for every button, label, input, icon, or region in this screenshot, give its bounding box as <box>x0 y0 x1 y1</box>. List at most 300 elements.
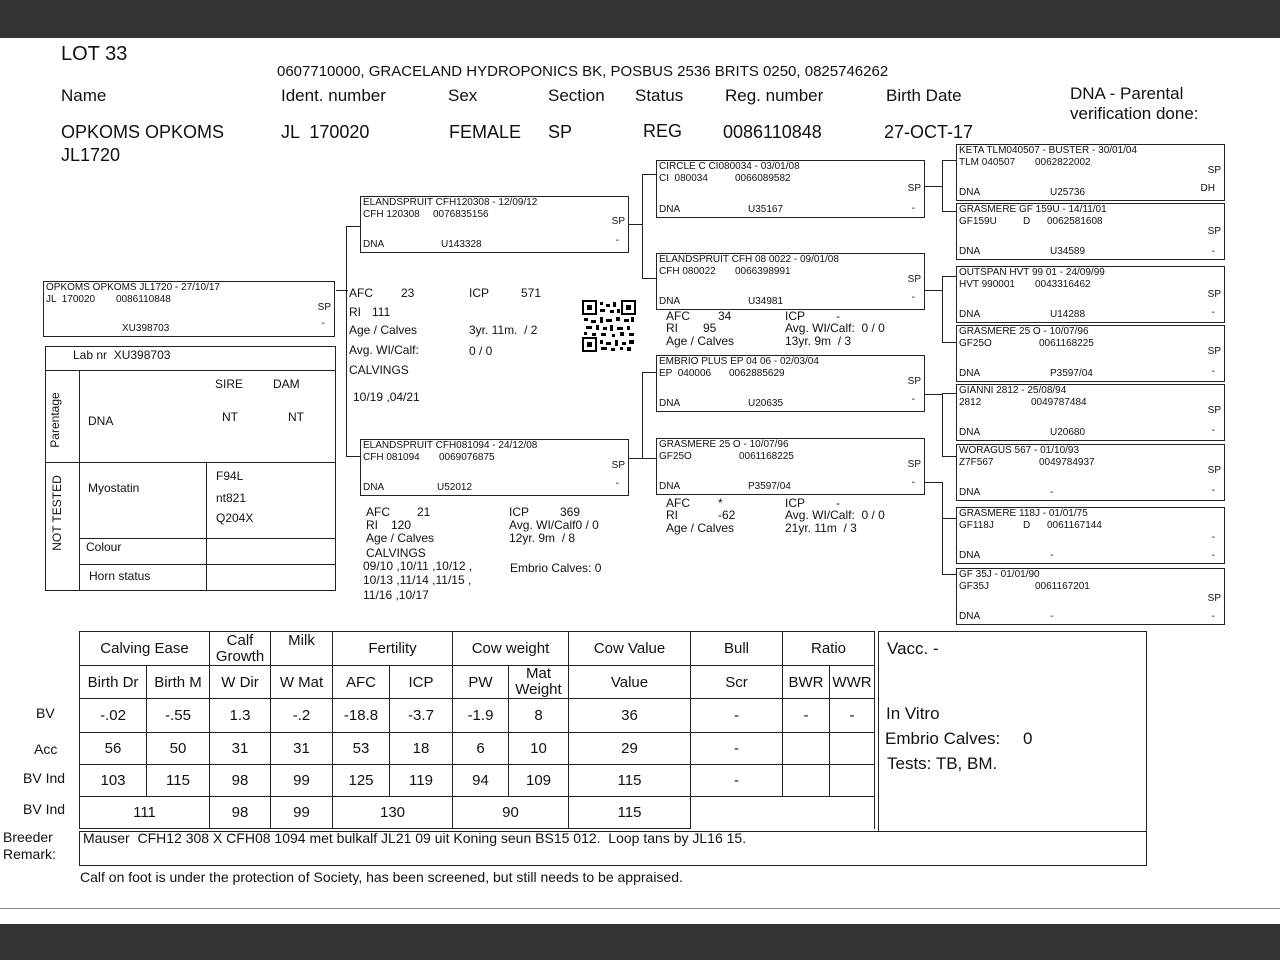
g8-dash: - <box>1211 611 1215 622</box>
sd-age-value: 13yr. 9m / 3 <box>785 334 852 348</box>
g2-title: GRASMERE GF 159U - 14/11/01 <box>959 204 1107 215</box>
remark-label-2: Remark: <box>3 846 56 862</box>
g8-dna-label: DNA <box>959 611 981 622</box>
ped-line <box>346 226 347 457</box>
not-tested-label: NOT TESTED <box>50 475 64 551</box>
g5-sp: SP <box>1207 405 1221 416</box>
ss-dna-code: U35167 <box>748 204 784 215</box>
bvind2-row <box>80 797 875 829</box>
sire-dna-code: U143328 <box>441 239 482 250</box>
acc-cell <box>783 733 830 765</box>
acc-cell: 31 <box>210 733 271 765</box>
g7-title: GRASMERE 118J - 01/01/75 <box>959 508 1088 519</box>
bvind-cell: 94 <box>453 765 509 797</box>
colour-label: Colour <box>86 540 122 554</box>
col-afc: AFC <box>333 666 390 699</box>
acc-cell: 10 <box>509 733 569 765</box>
row-label-acc: Acc <box>34 741 58 757</box>
section-value: SP <box>548 122 573 142</box>
sd-id: CFH 080022 <box>659 266 716 277</box>
dam-ri-label: RI <box>366 518 378 532</box>
g7-id: GF118J <box>959 520 994 531</box>
col-value: Value <box>569 666 691 699</box>
dd-id: GF25O <box>659 451 692 462</box>
bv-group-row <box>80 632 875 666</box>
group-calf-growth: Calf Growth <box>210 632 271 666</box>
dd-afc-value: * <box>718 496 723 510</box>
calvings-label: CALVINGS <box>349 363 409 377</box>
bvind2-cell: 115 <box>569 797 691 829</box>
bvind2-cell: 99 <box>271 797 333 829</box>
status-label: Status <box>635 86 684 105</box>
sd-icp-value: - <box>836 309 840 323</box>
name-label: Name <box>61 86 107 105</box>
subject-id: JL 170020 <box>46 294 96 305</box>
bv-cell: -3.7 <box>390 699 453 733</box>
bvind-cell: 119 <box>390 765 453 797</box>
sd-dash: - <box>911 292 915 303</box>
bvind2-cell: 130 <box>333 797 453 829</box>
sire-col-label: SIRE <box>215 377 244 391</box>
animal-name: OPKOMS OPKOMS <box>61 122 225 142</box>
ds-sp: SP <box>907 376 921 387</box>
g7-dash: - <box>1211 550 1215 561</box>
ped-line <box>925 290 943 291</box>
dna-verify-label: DNA - Parental verification done: <box>1070 84 1199 123</box>
sire-sp: SP <box>611 216 625 227</box>
g3-id: HVT 990001 <box>959 279 1015 290</box>
group-fertility: Fertility <box>333 632 453 666</box>
bv-cell: -18.8 <box>333 699 390 733</box>
dam-icp-label: ICP <box>509 505 530 519</box>
g4-dash: - <box>1211 366 1215 377</box>
ped-line <box>642 278 656 279</box>
bv-cell: - <box>830 699 875 733</box>
footer-note: Calf on foot is under the protection of Society, has been screened, but still needs to be appraised. <box>80 869 683 885</box>
dd-icp-value: - <box>836 496 840 510</box>
sire-id: CFH 120308 <box>363 209 420 220</box>
acc-cell: 31 <box>271 733 333 765</box>
birth-label: Birth Date <box>886 86 962 105</box>
qr-code-icon <box>582 300 636 352</box>
ggp-box-1 <box>956 144 1225 201</box>
col-bwr: BWR <box>783 666 830 699</box>
g2-id: GF159U <box>959 216 997 227</box>
acc-cell: 18 <box>390 733 453 765</box>
lab-divider-4 <box>79 564 336 565</box>
ped-line <box>942 482 943 575</box>
g8-title: GF 35J - 01/01/90 <box>959 569 1040 580</box>
subject-dna-code: XU398703 <box>122 323 170 334</box>
lab-vdivider <box>79 371 80 591</box>
ped-line <box>942 456 956 457</box>
ds-title: EMBRIO PLUS EP 04 06 - 02/03/04 <box>659 356 819 367</box>
col-w-mat: W Mat <box>271 666 333 699</box>
animal-name-2: JL1720 <box>61 145 121 165</box>
bv-cell: 8 <box>509 699 569 733</box>
bvind-cell: 103 <box>80 765 147 797</box>
sire-box <box>360 196 629 253</box>
sd-afc-value: 34 <box>718 309 732 323</box>
row-label-bvind-2: BV Ind <box>23 801 66 817</box>
myostatin-label: Myostatin <box>88 481 140 495</box>
ds-dna-code: U20635 <box>748 398 784 409</box>
vacc-label: Vacc. - <box>887 639 939 658</box>
remark-text: Mauser CFH12 308 X CFH08 1094 met bulkalf JL21 09 uit Koning seun BS15 012. Loop tans by JL16 15. <box>83 830 747 846</box>
g8-id: GF35J <box>959 581 990 592</box>
bv-cell: -.02 <box>80 699 147 733</box>
g2-sp: SP <box>1207 226 1221 237</box>
myo-value-2: nt821 <box>216 491 247 505</box>
ggp-box-3 <box>956 266 1225 323</box>
ped-line <box>942 211 956 212</box>
bvind-row <box>80 765 875 797</box>
dd-wi: Avg. WI/Calf: 0 / 0 <box>785 508 885 522</box>
bottom-bar <box>0 924 1280 960</box>
dam-box <box>360 439 629 496</box>
ped-line <box>642 458 656 459</box>
subject-box <box>43 281 335 337</box>
dam-icp-value: 369 <box>560 505 581 519</box>
bvind2-cell: 98 <box>210 797 271 829</box>
ident-value: JL 170020 <box>281 122 370 142</box>
bvind-cell: 125 <box>333 765 390 797</box>
sd-reg: 0066398991 <box>735 266 791 277</box>
sd-afc-label: AFC <box>666 309 690 323</box>
g4-dna-label: DNA <box>959 368 981 379</box>
acc-cell: 6 <box>453 733 509 765</box>
remark-label-1: Breeder <box>3 829 53 845</box>
g3-sp: SP <box>1207 289 1221 300</box>
g2-dna-code: U34589 <box>1050 246 1086 257</box>
sd-dna-code: U34981 <box>748 296 784 307</box>
g1-id: TLM 040507 <box>959 157 1016 168</box>
dam-calvings-1: 09/10 ,10/11 ,10/12 , <box>363 559 473 573</box>
reg-value: 0086110848 <box>723 122 822 142</box>
ggp-box-2 <box>956 203 1225 260</box>
group-ratio: Ratio <box>783 632 875 666</box>
g3-reg: 0043316462 <box>1035 279 1091 290</box>
ss-sp: SP <box>907 183 921 194</box>
g8-reg: 0061167201 <box>1035 581 1090 592</box>
bvind-cell: 98 <box>210 765 271 797</box>
dd-reg: 0061168225 <box>739 451 794 462</box>
g6-sp: SP <box>1207 465 1221 476</box>
bvind-cell: 99 <box>271 765 333 797</box>
g2-mid: D <box>1023 216 1031 227</box>
g1-reg: 0062822002 <box>1035 157 1091 168</box>
g7-dna-label: DNA <box>959 550 981 561</box>
ped-line <box>942 393 956 394</box>
myo-value-1: F94L <box>216 469 244 483</box>
ped-line <box>629 224 643 225</box>
icp-value: 571 <box>521 286 542 300</box>
bvind-cell: - <box>691 765 783 797</box>
dd-age-label: Age / Calves <box>666 521 735 535</box>
bv-cell: -.55 <box>147 699 210 733</box>
g3-dash: - <box>1211 307 1215 318</box>
g4-dna-code: P3597/04 <box>1050 368 1093 379</box>
dam-calvings-3: 11/16 ,10/17 <box>363 588 429 602</box>
reg-label: Reg. number <box>725 86 824 105</box>
acc-cell: 53 <box>333 733 390 765</box>
g6-dna-label: DNA <box>959 487 981 498</box>
sire-reg: 0076835156 <box>433 209 489 220</box>
bv-cell: - <box>783 699 830 733</box>
bvind2-cell <box>830 797 875 829</box>
g5-title: GIANNI 2812 - 25/08/94 <box>959 385 1067 396</box>
dd-sp: SP <box>907 459 921 470</box>
section-label: Section <box>548 86 605 105</box>
ped-line <box>925 394 943 395</box>
ds-dash: - <box>911 394 915 405</box>
acc-cell: 50 <box>147 733 210 765</box>
ped-line <box>942 342 956 343</box>
horn-label: Horn status <box>89 569 151 583</box>
in-vitro-label: In Vitro <box>886 704 940 723</box>
subject-sp: SP <box>317 302 331 313</box>
g7-dna-code: - <box>1050 550 1054 561</box>
myo-vline <box>206 463 207 591</box>
subject-title: OPKOMS OPKOMS JL1720 - 27/10/17 <box>46 282 220 293</box>
g3-dna-code: U14288 <box>1050 309 1086 320</box>
sex-label: Sex <box>448 86 478 105</box>
afc-label: AFC <box>349 286 373 300</box>
sex-value: FEMALE <box>449 122 522 142</box>
sd-sp: SP <box>907 274 921 285</box>
g6-reg: 0049784937 <box>1039 457 1095 468</box>
dam-dna-code: U52012 <box>437 482 473 493</box>
group-cow-value: Cow Value <box>569 632 691 666</box>
g3-dna-label: DNA <box>959 309 981 320</box>
ri-value: 111 <box>372 305 391 319</box>
granddam-sd-box <box>656 253 925 310</box>
acc-cell: 56 <box>80 733 147 765</box>
dd-dna-code: P3597/04 <box>748 481 791 492</box>
myo-value-3: Q204X <box>216 511 254 525</box>
col-wwr: WWR <box>830 666 875 699</box>
group-cow-weight: Cow weight <box>453 632 569 666</box>
col-icp: ICP <box>390 666 453 699</box>
parentage-label: Parentage <box>48 392 62 448</box>
g2-dash: - <box>1211 246 1215 257</box>
sire-dna-value: NT <box>222 410 238 424</box>
dam-age-label: Age / Calves <box>366 531 435 545</box>
g6-dna-code: - <box>1050 487 1054 498</box>
dam-dna-value: NT <box>288 410 304 424</box>
ped-line <box>346 226 360 227</box>
sire-dash: - <box>615 235 619 246</box>
lab-divider-2 <box>45 462 336 463</box>
icp-label: ICP <box>469 286 490 300</box>
dam-afc-value: 21 <box>417 505 431 519</box>
bv-row <box>80 699 875 733</box>
g7-mid: D <box>1023 520 1031 531</box>
bv-cell: 1.3 <box>210 699 271 733</box>
col-mat-weight: Mat Weight <box>509 666 569 699</box>
bv-cell: -1.9 <box>453 699 509 733</box>
col-birth-dr: Birth Dr <box>80 666 147 699</box>
bv-cell: - <box>691 699 783 733</box>
dd-age-value: 21yr. 11m / 3 <box>785 521 857 535</box>
ped-line <box>346 456 360 457</box>
bv-header-row <box>80 666 875 699</box>
granddam-dd-box <box>656 438 925 495</box>
sd-age-label: Age / Calves <box>666 334 735 348</box>
ss-title: CIRCLE C CI080034 - 03/01/08 <box>659 161 800 172</box>
lab-nr-label: Lab nr <box>73 348 108 362</box>
sd-wi: Avg. WI/Calf: 0 / 0 <box>785 321 885 335</box>
g5-dna-code: U20680 <box>1050 427 1086 438</box>
sd-dna-label: DNA <box>659 296 681 307</box>
ped-line <box>642 174 643 279</box>
ds-id: EP 040006 <box>659 368 712 379</box>
status-value: REG <box>643 121 683 141</box>
g8-sp: SP <box>1207 593 1221 604</box>
g1-title: KETA TLM040507 - BUSTER - 30/01/04 <box>959 145 1138 156</box>
g4-sp: SP <box>1207 346 1221 357</box>
ped-line <box>925 482 943 483</box>
row-label-bv: BV <box>36 705 55 721</box>
acc-cell <box>830 733 875 765</box>
g1-dash: DH <box>1200 183 1215 194</box>
age-label: Age / Calves <box>349 323 418 337</box>
dam-afc-label: AFC <box>366 505 390 519</box>
dam-sp: SP <box>611 460 625 471</box>
ped-line <box>942 276 943 343</box>
ped-line <box>942 160 943 212</box>
afc-value: 23 <box>401 286 415 300</box>
calving-dates: 10/19 ,04/21 <box>353 390 420 404</box>
tests-label: Tests: TB, BM. <box>887 754 998 773</box>
age-value: 3yr. 11m. / 2 <box>469 323 538 337</box>
ident-label: Ident. number <box>281 86 386 105</box>
dam-title: ELANDSPRUIT CFH081094 - 24/12/08 <box>363 440 538 451</box>
ggp-box-5 <box>956 384 1225 441</box>
sd-ri-label: RI <box>666 321 678 335</box>
wi-label: Avg. WI/Calf: <box>349 343 419 357</box>
bvind-cell: 115 <box>147 765 210 797</box>
grandsire-ss-box <box>656 160 925 218</box>
g8-dna-code: - <box>1050 611 1054 622</box>
ss-reg: 0066089582 <box>735 173 791 184</box>
bvind2-cell: 90 <box>453 797 569 829</box>
bvind-cell <box>830 765 875 797</box>
acc-cell: 29 <box>569 733 691 765</box>
ped-line <box>642 372 656 373</box>
dd-dash: - <box>911 477 915 488</box>
subject-reg: 0086110848 <box>116 294 171 305</box>
ds-dna-label: DNA <box>659 398 681 409</box>
g5-dash: - <box>1211 425 1215 436</box>
bvind2-cell: 111 <box>80 797 210 829</box>
ped-line <box>629 458 643 459</box>
breeder-info: 0607710000, GRACELAND HYDROPONICS BK, POSBUS 2536 BRITS 0250, 0825746262 <box>277 63 889 80</box>
bvind-cell <box>783 765 830 797</box>
ggp-box-4 <box>956 325 1225 382</box>
g7-reg: 0061167144 <box>1047 520 1102 531</box>
sd-icp-label: ICP <box>785 309 806 323</box>
col-birth-m: Birth M <box>147 666 210 699</box>
dam-id: CFH 081094 <box>363 452 420 463</box>
ss-dash: - <box>911 203 915 214</box>
ped-line <box>942 393 943 457</box>
wi-value: 0 / 0 <box>469 344 493 358</box>
g5-dna-label: DNA <box>959 427 981 438</box>
ped-line <box>942 574 956 575</box>
g2-dna-label: DNA <box>959 246 981 257</box>
acc-row <box>80 733 875 765</box>
group-bull: Bull <box>691 632 783 666</box>
dam-reg: 0069076875 <box>439 452 495 463</box>
dna-row-label: DNA <box>88 414 114 428</box>
lot-number: LOT 33 <box>61 43 128 65</box>
ped-line <box>642 372 643 459</box>
dd-title: GRASMERE 25 O - 10/07/96 <box>659 439 789 450</box>
subject-dash: - <box>321 318 325 329</box>
bv-cell: -.2 <box>271 699 333 733</box>
group-milk: Milk <box>271 632 333 666</box>
group-calving-ease: Calving Ease <box>80 632 210 666</box>
dam-age-value: 12yr. 9m / 8 <box>509 531 576 545</box>
dam-wi: Avg. WI/Calf0 / 0 <box>509 518 599 532</box>
g1-dna-code: U25736 <box>1050 187 1086 198</box>
bvind-cell: 109 <box>509 765 569 797</box>
g6-dash: - <box>1211 485 1215 496</box>
dam-ri-value: 120 <box>391 518 412 532</box>
ss-id: CI 080034 <box>659 173 708 184</box>
g2-reg: 0062581608 <box>1047 216 1103 227</box>
bvind-cell: 115 <box>569 765 691 797</box>
sire-dna-label: DNA <box>363 239 385 250</box>
lab-nr <box>73 348 170 362</box>
dd-ri-label: RI <box>666 508 678 522</box>
top-bar <box>0 0 1280 38</box>
g3-title: OUTSPAN HVT 99 01 - 24/09/99 <box>959 267 1105 278</box>
dam-dash: - <box>615 478 619 489</box>
ped-line <box>942 518 956 519</box>
dam-dna-label: DNA <box>363 482 385 493</box>
ped-line <box>942 160 956 161</box>
birth-value: 27-OCT-17 <box>884 122 974 142</box>
dam-calvings-2: 10/13 ,11/14 ,11/15 , <box>363 573 472 587</box>
dd-icp-label: ICP <box>785 496 806 510</box>
breeding-values-table <box>79 631 875 829</box>
g6-id: Z7F567 <box>959 457 994 468</box>
ss-dna-label: DNA <box>659 204 681 215</box>
embrio-label: Embrio Calves: <box>885 729 1001 748</box>
sd-title: ELANDSPRUIT CFH 08 0022 - 09/01/08 <box>659 254 839 265</box>
bvind2-cell <box>691 797 783 829</box>
bv-cell: 36 <box>569 699 691 733</box>
g6-title: WORAGUS 567 - 01/10/93 <box>959 445 1080 456</box>
ggp-box-6 <box>956 444 1225 501</box>
ggp-box-8 <box>956 568 1225 625</box>
g1-dna-label: DNA <box>959 187 981 198</box>
g4-title: GRASMERE 25 O - 10/07/96 <box>959 326 1089 337</box>
g7-sp: - <box>1211 532 1215 543</box>
dd-afc-label: AFC <box>666 496 690 510</box>
g1-sp: SP <box>1207 165 1221 176</box>
col-pw: PW <box>453 666 509 699</box>
g5-reg: 0049787484 <box>1031 397 1087 408</box>
sire-title: ELANDSPRUIT CFH120308 - 12/09/12 <box>363 197 538 208</box>
ped-line <box>925 186 943 187</box>
sd-ri-value: 95 <box>703 321 717 335</box>
embrio-value: 0 <box>1023 729 1033 748</box>
ds-reg: 0062885629 <box>729 368 785 379</box>
col-scr: Scr <box>691 666 783 699</box>
